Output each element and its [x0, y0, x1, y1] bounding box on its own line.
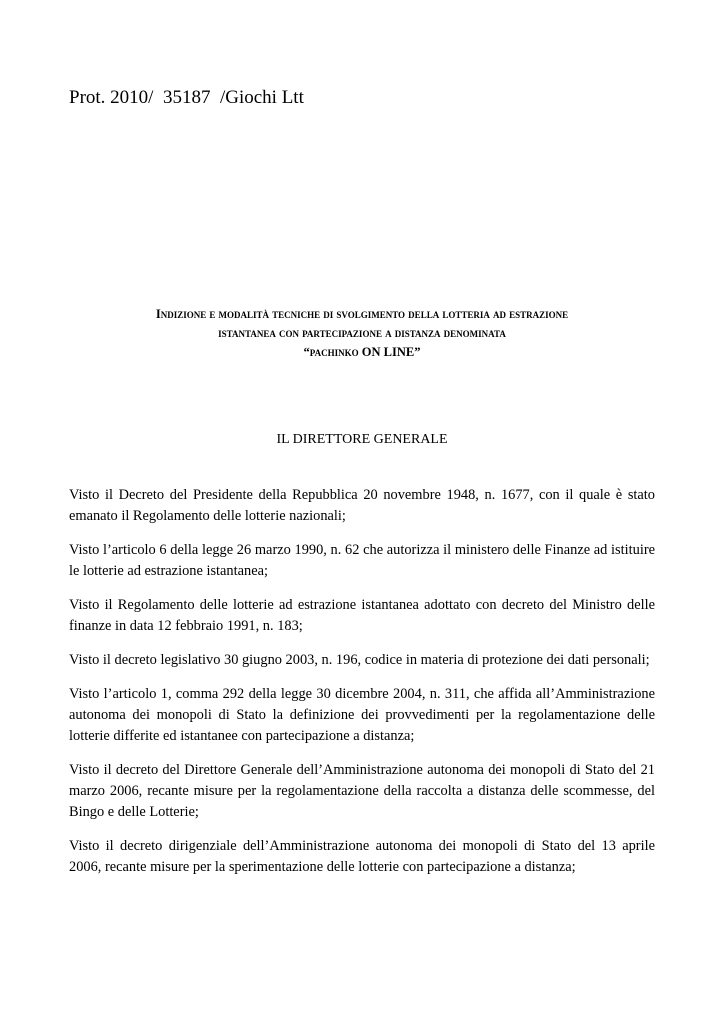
paragraph: Visto il Regolamento delle lotterie ad estrazione istantanea adottato con decreto del Ministro delle finanze in data 12 febbraio 1991, n. 183;	[69, 597, 655, 634]
title-line-3: “pachinko ON LINE”	[303, 345, 421, 359]
paragraph: Visto l’articolo 6 della legge 26 marzo 1990, n. 62 che autorizza il ministero delle Finanze ad istituire le lotterie ad estrazione istantanea;	[69, 542, 655, 579]
document-body	[69, 485, 655, 891]
paragraph: Visto il decreto legislativo 30 giugno 2003, n. 196, codice in materia di protezione dei dati personali;	[69, 652, 650, 668]
section-heading: IL DIRETTORE GENERALE	[276, 432, 448, 447]
title-line-1: Indizione e modalità tecniche di svolgimento della lotteria ad estrazione	[155, 307, 569, 321]
paragraph: Visto l’articolo 1, comma 292 della legge 30 dicembre 2004, n. 311, che affida all’Amministrazione autonoma dei monopoli di Stato la definizione dei provvedimenti per la regolamentazione delle lotterie differite ed istantanee con partecipazione a distanza;	[69, 686, 655, 744]
document-title	[69, 305, 655, 362]
paragraph: Visto il Decreto del Presidente della Repubblica 20 novembre 1948, n. 1677, con il quale è stato emanato il Regolamento delle lotterie nazionali;	[69, 487, 655, 524]
paragraph: Visto il decreto dirigenziale dell’Amministrazione autonoma dei monopoli di Stato del 13 aprile 2006, recante misure per la sperimentazione delle lotterie con partecipazione a distanza;	[69, 838, 655, 875]
title-line-2: istantanea con partecipazione a distanza denominata	[218, 326, 506, 340]
protocol-number: Prot. 2010/ 35187 /Giochi Ltt	[69, 87, 304, 108]
paragraph: Visto il decreto del Direttore Generale dell’Amministrazione autonoma dei monopoli di Stato del 21 marzo 2006, recante misure per la regolamentazione della raccolta a distanza delle scommesse, del Bingo e delle Lotterie;	[69, 762, 655, 820]
